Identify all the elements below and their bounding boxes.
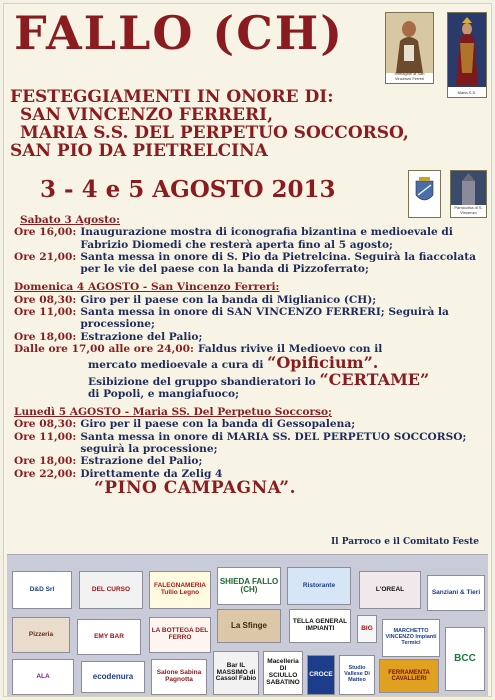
certame: “CERTAME” [319,369,430,389]
program-item [14,251,484,276]
item-time: Ore 11,00: [14,430,77,443]
sponsor-ad: FERRAMENTA CAVALLIERI [379,659,439,693]
sponsor-ad: MARCHETTO VINCENZO Impianti Termici [382,619,440,657]
signature: Il Parroco e il Comitato Feste [330,537,479,547]
comune-crest [408,170,441,218]
exhibit-line [14,369,484,389]
photo-san-vincenzo [385,12,434,84]
church-icon [451,171,486,205]
item-time: Ore 16,00: [14,226,77,239]
item-text: Santa messa in onore di SAN VINCENZO FERRERI; Seguirà la processione; [80,306,449,331]
market-text: mercato medioevale a cura di [88,359,264,372]
poster [3,3,492,697]
event-dates: 3 - 4 e 5 AGOSTO 2013 [40,176,336,203]
sponsor-ad: BCC [445,627,485,691]
item-time: Ore 18,00: [14,455,77,468]
item-time: Ore 18,00: [14,330,77,343]
program-item [14,306,484,331]
item-time: Ore 21,00: [14,250,77,263]
program-item [14,431,484,456]
program-item [14,226,484,251]
madonna-figure-icon [448,13,486,87]
pino-campagna: “PINO CAMPAGNA”. [94,477,296,498]
program-item [14,331,484,343]
sponsor-ad: Macelleria DI SCIULLO SABATINO [263,651,303,695]
item-text: Santa messa in onore di S. Pio da Pietrelcina. Seguirà la fiaccolata per le vie del paese con la banda di Pizzoferrato; [80,250,476,276]
item-text: Estrazione del Palio; [80,455,203,468]
sponsor-ad: Salone Sabina Pagnotta [151,659,207,695]
program-evening [14,343,484,355]
item-time: Ore 08,30: [14,418,77,431]
item-text: Direttamente da Zelig 4 [80,467,223,480]
poster-title: FALLO (CH) [14,6,345,60]
sponsor-ad: La Sfinge [217,609,281,643]
sponsor-ad: Sanziani & Tieri [427,575,485,611]
day3-heading: Lunedì 5 AGOSTO - Maria SS. Del Perpetuo Soccorso; [14,406,332,419]
item-text: Giro per il paese con la banda di Miglianico (CH); [80,293,377,306]
photo-maria [447,12,487,98]
sponsor-ad: CROCE [307,655,335,695]
headline [10,88,409,160]
sponsor-ad: Studio Vallese Di Matteo [339,655,375,695]
sponsor-ad: ALA [12,659,74,695]
program-item [14,455,484,467]
photo1-caption: Immagine di San Vincenzo Ferreri [394,71,425,81]
item-text: Giro per il paese con la banda di Gessopalena; [80,418,356,431]
evening-time: Dalle ore 17,00 alle ore 24,00: [14,342,194,355]
popoli-line: di Popoli, e mangiafuoco; [88,387,240,400]
item-time: Ore 22,00: [14,467,77,480]
headline-line-1: FESTEGGIAMENTI IN ONORE DI: [10,87,334,107]
sponsor-ad: SHIEDA FALLO (CH) [217,567,281,605]
item-time: Ore 08,30: [14,293,77,306]
headline-line-3: MARIA S.S. DEL PERPETUO SOCCORSO, [20,123,409,143]
sponsor-ad: Ristorante [287,567,351,605]
photo-parrocchia [450,170,487,218]
photo2-caption: Maria S.S. [457,89,477,95]
item-text: Santa messa in onore di MARIA SS. DEL PERPETUO SOCCORSO; seguirà la processione; [80,430,467,456]
sponsor-ad: TELLA GENERAL IMPIANTI [289,609,351,643]
sponsor-ad: FALEGNAMERIA Tullio Legno [149,571,211,609]
program-item [14,294,484,306]
photo4-caption: Parrocchia di S. Vincenzo [454,205,483,215]
sponsor-ad: DEL CURSO [79,571,143,609]
saint-figure-icon [386,13,433,73]
sponsor-ad: LA BOTTEGA DEL FERRO [149,617,211,653]
day1-heading: Sabato 3 Agosto: [20,214,121,226]
sponsor-ad: EMY BAR [77,619,141,655]
sponsor-ad: Bar IL MASSIMO di Cassol Fabio [213,651,259,695]
exhibit-text: Esibizione del gruppo sbandieratori lo [88,375,316,388]
item-text: Inaugurazione mostra di iconografia bizantina e medioevale di Fabrizio Diomedi che resterà aperta fino al 5 agosto; [80,226,453,251]
program [14,214,484,498]
sponsor-ad: Pizzeria [12,617,70,653]
item-text: Estrazione del Palio; [80,330,203,343]
program-item [14,418,484,430]
coat-of-arms-icon [409,171,440,217]
sponsor-ad: L'OREAL [359,571,421,609]
evening-text: Faldus rivive il Medioevo con il [197,342,383,355]
sponsor-board [7,554,488,697]
item-time: Ore 11,00: [14,306,77,319]
headline-line-4: SAN PIO DA PIETRELCINA [10,141,268,161]
sponsor-ad: ecodenura [81,661,145,693]
sponsor-ad: BIG [357,615,377,643]
sponsor-ad: D&D Srl [12,571,72,609]
opificium: “Opificium”. [267,353,379,373]
headline-line-2: SAN VINCENZO FERRERI, [20,105,274,125]
day2-heading: Domenica 4 AGOSTO - San Vincenzo Ferreri: [14,281,280,294]
